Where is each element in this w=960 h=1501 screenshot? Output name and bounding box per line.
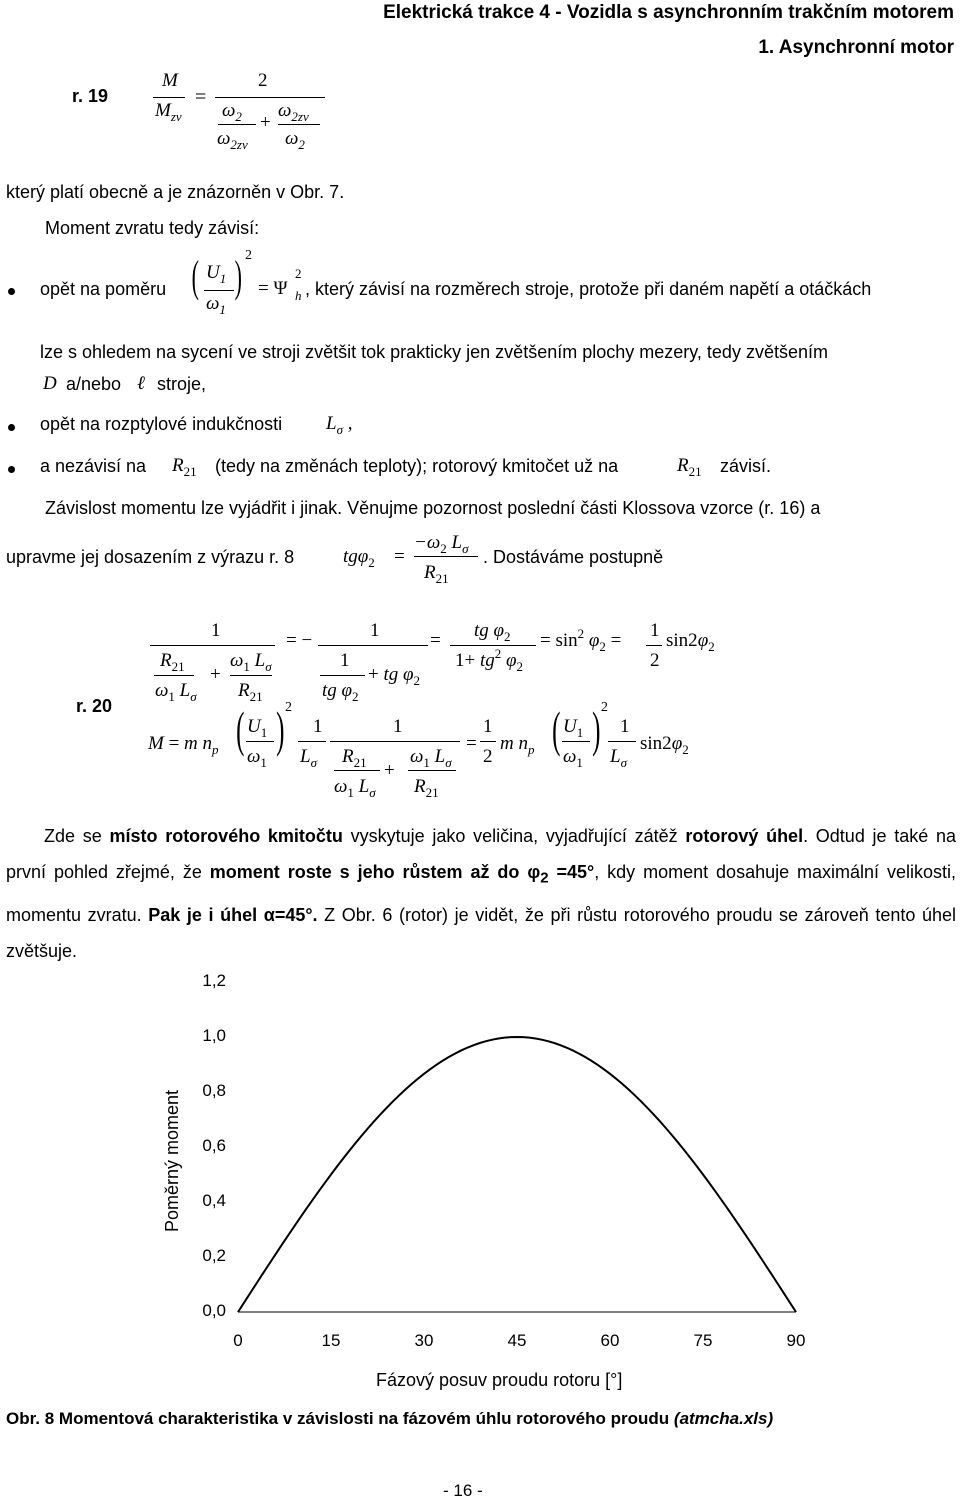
y-tick-label: 0,6 [202,1136,226,1155]
bullet-2-text: opět na rozptylové indukčnosti [40,414,283,434]
paragraph-4-post: . Dostáváme postupně [483,547,664,567]
symbol-l: ℓ [137,373,145,394]
x-tick-label: 15 [321,1331,341,1350]
paragraph-4-pre: upravme jej dosazením z výrazu r. 8 [6,547,295,567]
y-tick-label: 0,4 [202,1191,226,1210]
symbol-D: D [43,373,57,394]
paragraph-2: Moment zvratu tedy závisí: [45,218,260,238]
series-line-0 [238,1037,796,1312]
x-tick-label: 90 [786,1331,806,1350]
symbol-R21-b: $R_{21}$ [677,455,702,479]
paragraph-5: Zde se místo rotorového kmitočtu vyskytuje jako veličina, vyjadřující zátěž rotorový úhel. Odtud je také na první pohled zřejmé, že moment roste s jeho růstem až do $\varphi_2 =45^\circ$, kdy moment dosahuje maximální velikosti, momentu zvratu. Pak je i úhel α=45°. Z Obr. 6 (rotor) je vidět, že při růstu rotorového proudu se zároveň tento úhel zvětšuje. [6,826,957,961]
paragraph-1: který platí obecně a je znázorněn v Obr. 7. [6,182,345,202]
bullet-1-text-pre: opět na poměru [40,279,167,299]
symbol-L-sigma: $L_\sigma$ , [326,413,353,437]
header-title: Elektrická trakce 4 - Vozidla s asynchronním trakčním motorem [383,2,954,23]
bullet-3-text-post: závisí. [720,456,772,476]
equation-19-label: r. 19 [72,86,109,106]
bullet-1-text-post: , který závisí na rozměrech stroje, protože při daném napětí a otáčkách [305,279,872,299]
equation-20-label: r. 20 [76,696,113,716]
bullet-3-text-mid: (tedy na změnách teploty); rotorový kmitočet už na [215,456,619,476]
y-tick-label: 0,0 [202,1301,226,1320]
bullet-1-continuation-2: a/nebo [66,374,122,394]
y-tick-label: 0,8 [202,1081,226,1100]
x-axis-label: Fázový posuv proudu rotoru [°] [376,1370,623,1390]
bullet-1-continuation: lze s ohledem na sycení ve stroji zvětšit tok prakticky jen zvětšením plochy mezery, tedy zvětšením [40,342,828,362]
x-tick-label: 0 [233,1331,243,1350]
y-tick-label: 1,2 [202,971,226,990]
bullet-1-continuation-3: stroje, [157,374,207,394]
y-tick-label: 0,2 [202,1246,226,1265]
x-tick-label: 60 [600,1331,620,1350]
symbol-R21-a: $R_{21}$ [172,455,197,479]
y-tick-label: 1,0 [202,1026,226,1045]
figure-caption: Obr. 8 Momentová charakteristika v závislosti na fázovém úhlu rotorového proudu (atmcha.xls) [6,1409,774,1428]
header-subtitle: 1. Asynchronní motor [758,37,954,58]
paragraph-3: Závislost momentu lze vyjádřit i jinak. Věnujme pozornost poslední části Klossova vzorce (r. 16) a [45,498,821,518]
x-tick-label: 75 [693,1331,713,1350]
x-tick-label: 45 [507,1331,527,1350]
bullet-3-text-pre: a nezávisí na [40,456,147,476]
page-number: - 16 - [443,1481,483,1500]
y-axis-label: Poměrný moment [162,1089,182,1232]
x-tick-label: 30 [414,1331,434,1350]
